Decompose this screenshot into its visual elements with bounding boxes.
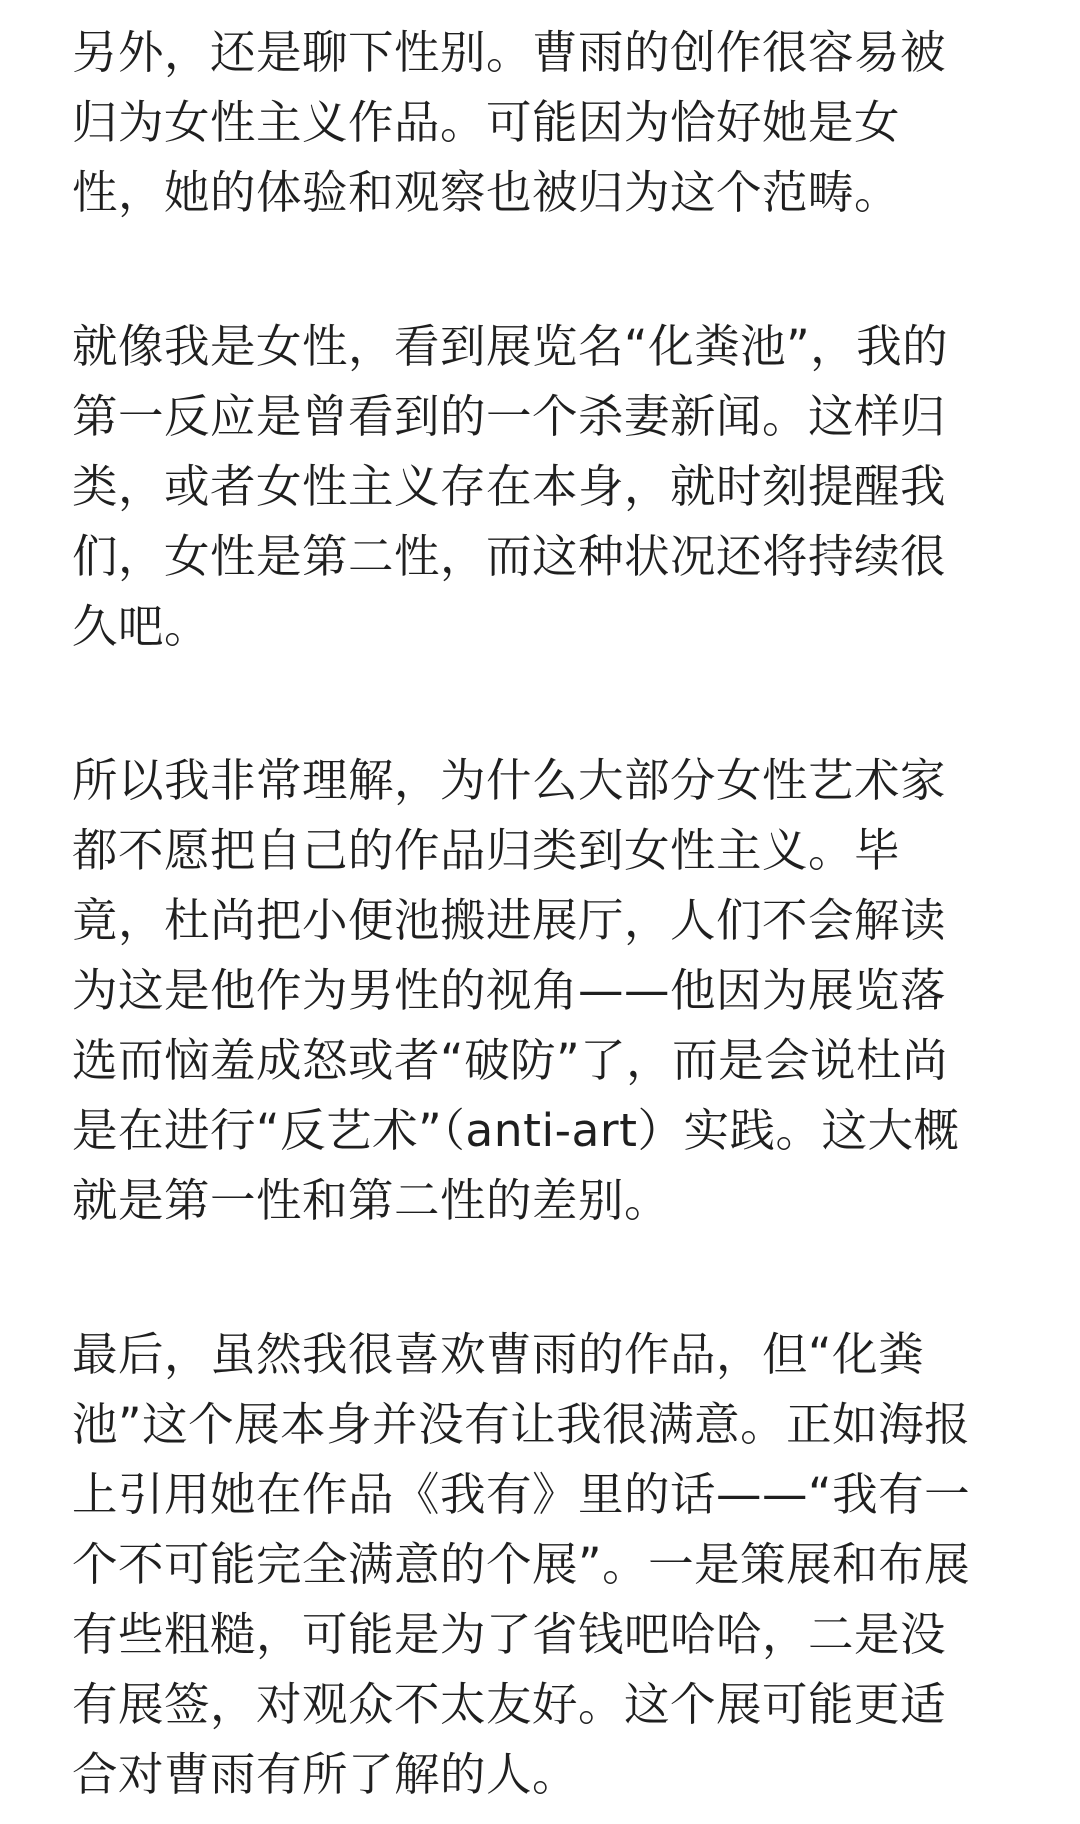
text-line: 性，她的体验和观察也被归为这个范畴。 <box>72 166 901 219</box>
paragraph-gender <box>72 18 1012 228</box>
text-line: 就是第一性和第二性的差别。 <box>72 1174 671 1227</box>
text-line: 久吧。 <box>72 600 211 653</box>
text-line: 池”这个展本身并没有让我很满意。正如海报 <box>72 1398 971 1451</box>
text-line: 另外，还是聊下性别。曹雨的创作很容易被 <box>72 26 947 79</box>
text-line: 为这是他作为男性的视角——他因为展览落 <box>72 964 947 1017</box>
text-line: 有展签，对观众不太友好。这个展可能更适 <box>72 1678 947 1731</box>
text-line: 选而恼羞成怒或者“破防”了，而是会说杜尚 <box>72 1034 949 1087</box>
text-line: 是在进行“反艺术”（anti-art）实践。这大概 <box>72 1104 960 1157</box>
article-body <box>72 18 1012 1810</box>
text-line: 类，或者女性主义存在本身，就时刻提醒我 <box>72 460 947 513</box>
text-line: 合对曹雨有所了解的人。 <box>72 1748 579 1801</box>
paragraph-conclusion <box>72 1320 1012 1810</box>
text-line: 所以我非常理解，为什么大部分女性艺术家 <box>72 754 947 807</box>
text-line: 就像我是女性，看到展览名“化粪池”，我的 <box>72 320 949 373</box>
text-line: 个不可能完全满意的个展”。一是策展和布展 <box>72 1538 971 1591</box>
text-line: 第一反应是曾看到的一个杀妻新闻。这样归 <box>72 390 947 443</box>
text-line: 们，女性是第二性，而这种状况还将持续很 <box>72 530 947 583</box>
text-line: 上引用她在作品《我有》里的话——“我有一 <box>72 1468 971 1521</box>
text-line: 有些粗糙，可能是为了省钱吧哈哈，二是没 <box>72 1608 947 1661</box>
text-line: 都不愿把自己的作品归类到女性主义。毕 <box>72 824 901 877</box>
text-line: 归为女性主义作品。可能因为恰好她是女 <box>72 96 901 149</box>
text-line: 竟，杜尚把小便池搬进展厅，人们不会解读 <box>72 894 947 947</box>
paragraph-female-artists <box>72 746 1012 1236</box>
paragraph-exhibition-name <box>72 312 1012 662</box>
text-line: 最后，虽然我很喜欢曹雨的作品，但“化粪 <box>72 1328 925 1381</box>
